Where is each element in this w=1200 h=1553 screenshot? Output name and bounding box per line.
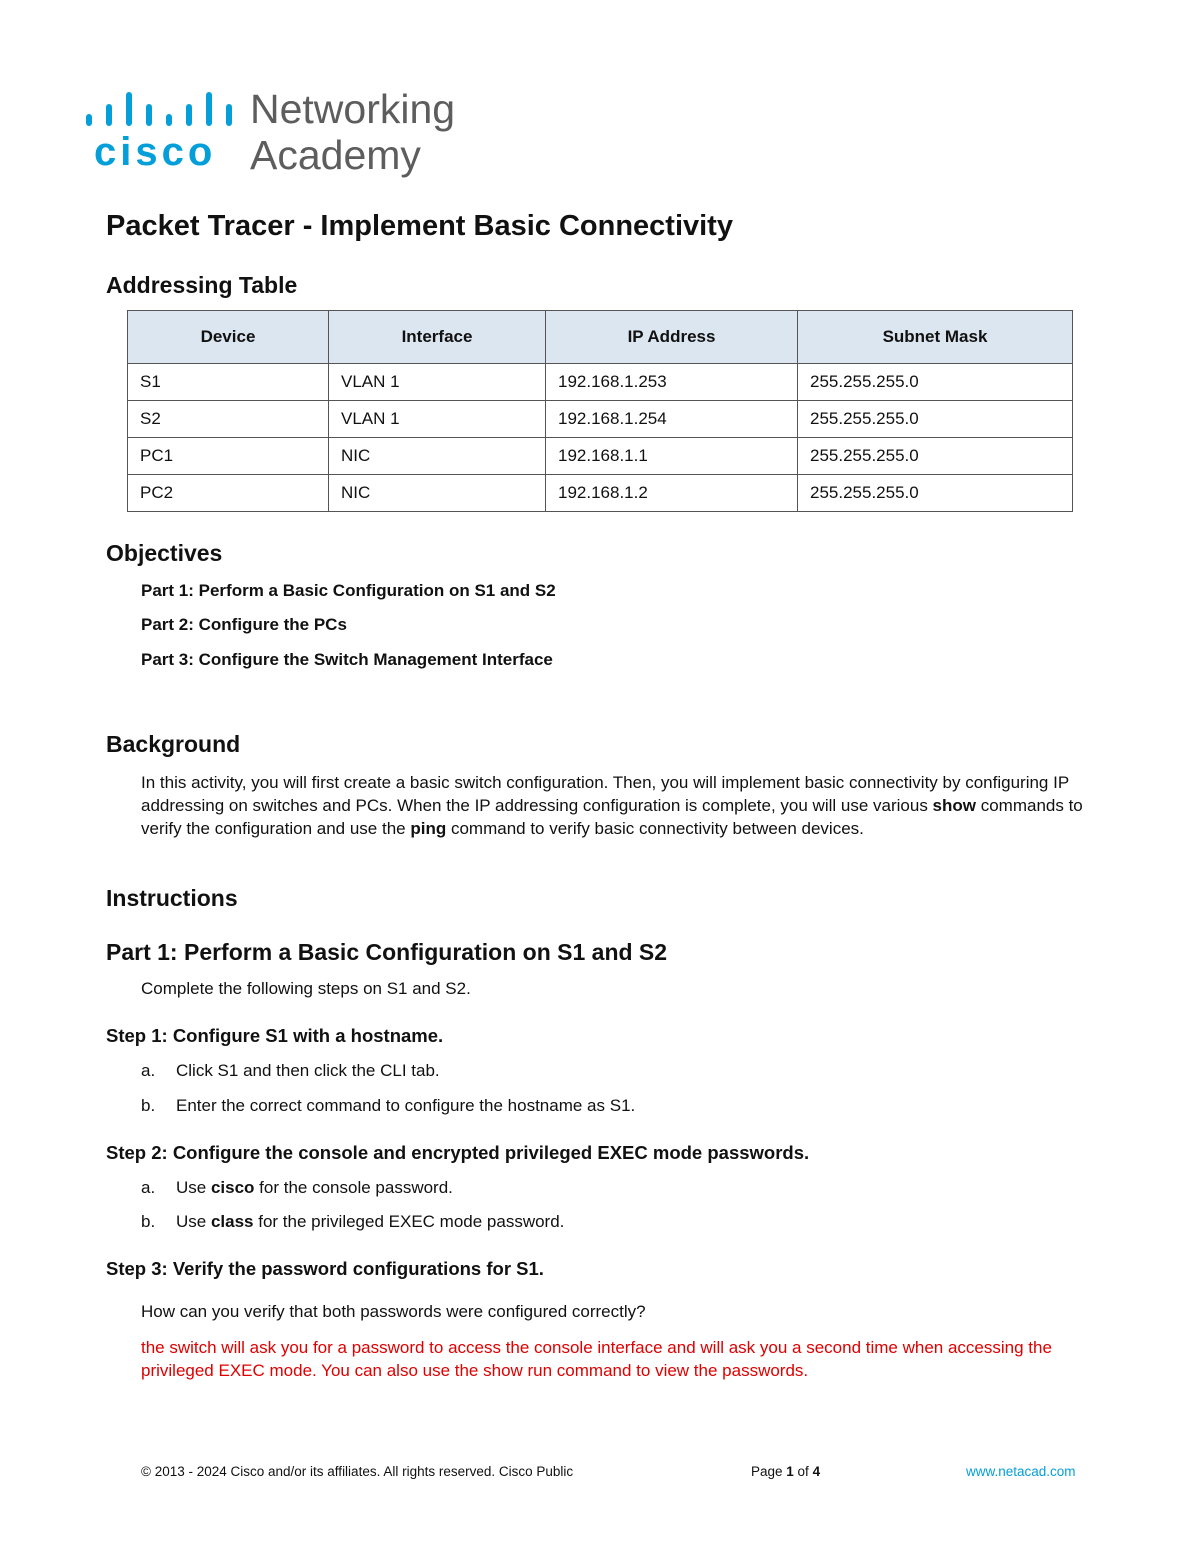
part1-intro: Complete the following steps on S1 and S2.	[141, 979, 471, 998]
table-cell: 192.168.1.2	[546, 475, 798, 512]
table-row	[128, 438, 1073, 475]
step3-heading: Step 3: Verify the password configurations for S1.	[106, 1258, 544, 1279]
column-header-device: Device	[128, 311, 329, 364]
table-cell: 255.255.255.0	[798, 438, 1073, 475]
list-item: b. Enter the correct command to configure the hostname as S1.	[141, 1096, 636, 1115]
logo-line-networking: Networking	[250, 86, 456, 132]
table-cell: S2	[128, 401, 329, 438]
objective-item: Part 3: Configure the Switch Management Interface	[141, 650, 553, 669]
table-row	[128, 364, 1073, 401]
table-row	[128, 401, 1073, 438]
objective-item: Part 1: Perform a Basic Configuration on S1 and S2	[141, 581, 556, 600]
list-item: a. Use cisco for the console password.	[141, 1178, 453, 1197]
column-header-ip-address: IP Address	[546, 311, 798, 364]
addressing-table-heading: Addressing Table	[106, 272, 298, 298]
logo-line-academy: Academy	[250, 132, 421, 178]
table-cell: NIC	[329, 475, 546, 512]
logo-text	[250, 86, 455, 178]
table-cell: 255.255.255.0	[798, 364, 1073, 401]
ping-command: ping	[410, 819, 447, 838]
list-item: b. Use class for the privileged EXEC mode password.	[141, 1212, 565, 1231]
cisco-bars-logo-icon	[86, 92, 234, 126]
table-row	[128, 475, 1073, 512]
background-heading: Background	[106, 731, 241, 757]
table-cell: VLAN 1	[329, 364, 546, 401]
addressing-table	[127, 310, 1073, 512]
objectives-heading: Objectives	[106, 540, 223, 566]
instructions-heading: Instructions	[106, 885, 238, 911]
table-cell: 255.255.255.0	[798, 475, 1073, 512]
part1-heading: Part 1: Perform a Basic Configuration on S1 and S2	[106, 939, 668, 965]
document-title: Packet Tracer - Implement Basic Connectivity	[106, 210, 733, 242]
table-header-row	[128, 311, 1073, 364]
show-command: show	[932, 796, 976, 815]
column-header-interface: Interface	[329, 311, 546, 364]
step1-heading: Step 1: Configure S1 with a hostname.	[106, 1025, 444, 1046]
table-cell: S1	[128, 364, 329, 401]
table-cell: 255.255.255.0	[798, 401, 1073, 438]
table-cell: 192.168.1.254	[546, 401, 798, 438]
step3-answer[interactable]: the switch will ask you for a password to access the console interface and will ask you a second time when accessing the privileged EXEC mode. You can also use the show run command to view the passwords.	[141, 1338, 1052, 1380]
background-paragraph: In this activity, you will first create a basic switch configuration. Then, you will implement basic connectivity by configuring IP addressing on switches and PCs. When the IP addressing configuration is complete, you will use various show commands to verify the configuration and use the ping command to verify basic connectivity between devices.	[141, 773, 1083, 838]
table-cell: PC1	[128, 438, 329, 475]
objective-item: Part 2: Configure the PCs	[141, 615, 347, 634]
table-cell: VLAN 1	[329, 401, 546, 438]
cisco-networking-academy-logo	[86, 86, 466, 178]
footer-link[interactable]: www.netacad.com	[966, 1464, 1076, 1479]
cisco-wordmark: cisco	[94, 130, 217, 174]
table-cell: 192.168.1.1	[546, 438, 798, 475]
table-cell: NIC	[329, 438, 546, 475]
step3-question: How can you verify that both passwords were configured correctly?	[141, 1302, 646, 1321]
step2-heading: Step 2: Configure the console and encrypted privileged EXEC mode passwords.	[106, 1142, 810, 1163]
column-header-subnet-mask: Subnet Mask	[798, 311, 1073, 364]
footer-copyright: © 2013 - 2024 Cisco and/or its affiliates. All rights reserved. Cisco Public	[141, 1464, 574, 1479]
table-cell: 192.168.1.253	[546, 364, 798, 401]
list-item: a. Click S1 and then click the CLI tab.	[141, 1061, 440, 1080]
footer-page-number: Page 1 of 4	[751, 1464, 821, 1479]
table-cell: PC2	[128, 475, 329, 512]
